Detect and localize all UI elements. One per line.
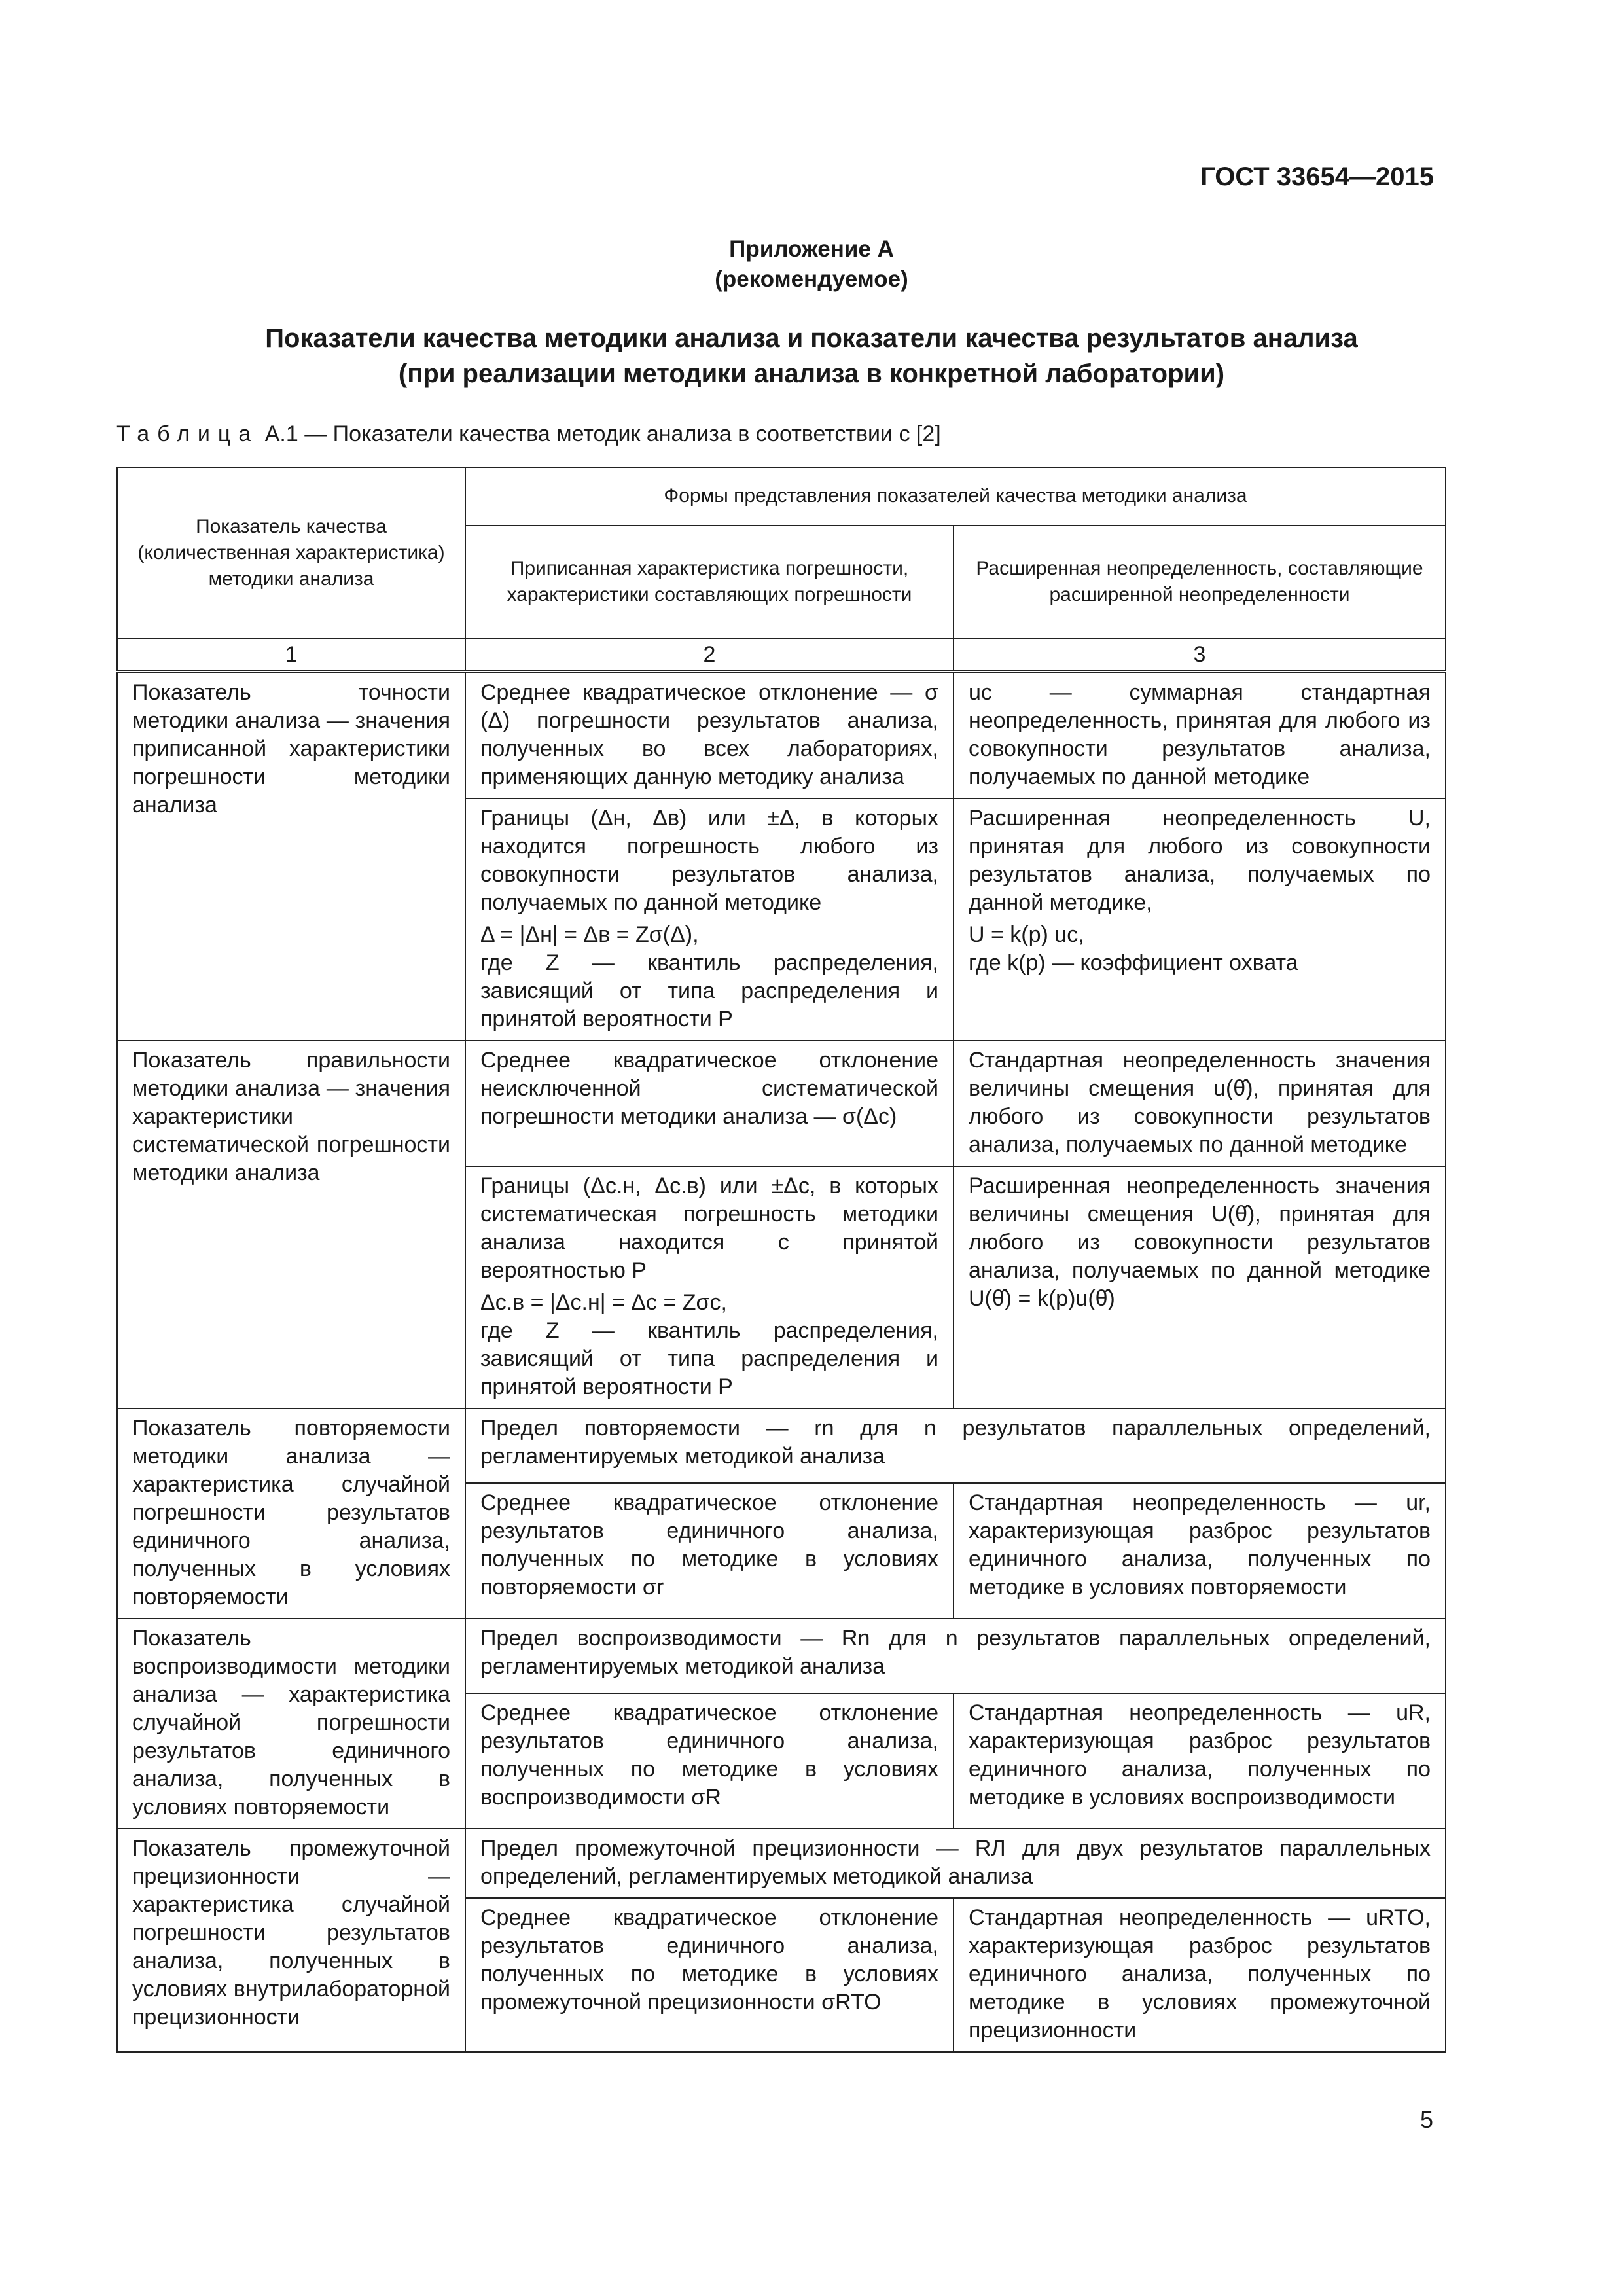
table-cell: Среднее квадратическое отклонение результатов единичного анализа, полученных по методике в условиях промежуточной прецизионности σRTO <box>465 1898 954 2052</box>
table-row <box>117 1408 1446 1483</box>
formula: Δс.в = |Δс.н| = Δс = Zσс, <box>480 1290 727 1315</box>
table-cell: Среднее квадратическое отклонение — σ (Δ) погрешности результатов анализа, полученных во всех лабораториях, применяющих данную методику анализа <box>465 672 954 798</box>
quality-indicators-table <box>116 467 1446 2053</box>
page-title <box>0 321 1623 391</box>
table-row <box>117 1829 1446 1898</box>
table-row <box>117 1041 1446 1166</box>
column-number: 3 <box>954 639 1446 672</box>
title-line-2: (при реализации методики анализа в конкретной лаборатории) <box>398 359 1225 388</box>
column-number-row <box>117 639 1446 672</box>
indicator-cell: Показатель промежуточной прецизионности — характеристика случайной погрешности результатов анализа, полученных в условиях внутрилабораторной прецизионности <box>117 1829 465 2052</box>
indicator-cell: Показатель точности методики анализа — значения приписанной характеристики погрешности методики анализа <box>117 672 465 1041</box>
cell-text: Границы (Δн, Δв) или ±Δ, в которых находится погрешность любого из совокупности результатов анализа, получаемых по данной методике <box>480 806 938 915</box>
table-cell: uc — суммарная стандартная неопределенность, принятая для любого из совокупности результатов анализа, получаемых по данной методике <box>954 672 1446 798</box>
formula: U = k(p) uc, <box>969 922 1084 947</box>
annex-label: Приложение А <box>729 236 894 262</box>
document-code: ГОСТ 33654—2015 <box>1200 162 1434 191</box>
table-cell <box>465 1166 954 1408</box>
table-header-row <box>117 467 1446 526</box>
indicator-cell: Показатель воспроизводимости методики анализа — характеристика случайной погрешности результатов единичного анализа, полученных в условиях повторяемости <box>117 1619 465 1829</box>
table-cell: Стандартная неопределенность — uR, характеризующая разброс результатов единичного анализа, полученных по методике в условиях воспроизводимости <box>954 1693 1446 1829</box>
annex-heading <box>0 234 1623 295</box>
table-cell: Расширенная неопределенность значения величины смещения U(θ̂), принятая для любого из совокупности результатов анализа, получаемых по данной методике U(θ̂) = k(p)u(θ̂) <box>954 1166 1446 1408</box>
table-row <box>117 1619 1446 1693</box>
column-number: 1 <box>117 639 465 672</box>
cell-text: где Z — квантиль распределения, зависящий от типа распределения и принятой вероятности P <box>480 1318 938 1399</box>
caption-prefix: Таблица <box>116 422 259 446</box>
indicator-cell: Показатель правильности методики анализа — значения характеристики систематической погрешности методики анализа <box>117 1041 465 1408</box>
column-number: 2 <box>465 639 954 672</box>
limit-cell: Предел повторяемости — rn для n результатов параллельных определений, регламентируемых методикой анализа <box>465 1408 1446 1483</box>
title-line-1: Показатели качества методики анализа и показатели качества результатов анализа <box>265 324 1358 353</box>
table-cell: Среднее квадратическое отклонение неисключенной систематической погрешности методики анализа — σ(Δc) <box>465 1041 954 1166</box>
page-number: 5 <box>1419 2106 1433 2133</box>
table-caption <box>116 422 941 447</box>
limit-cell: Предел промежуточной прецизионности — RЛ для двух результатов параллельных определений, регламентируемых методикой анализа <box>465 1829 1446 1898</box>
cell-text: где Z — квантиль распределения, зависящий от типа распределения и принятой вероятности P <box>480 950 938 1031</box>
table-cell: Стандартная неопределенность — uRTO, характеризующая разброс результатов единичного анализа, полученных по методике в условиях промежуточной прецизионности <box>954 1898 1446 2052</box>
cell-text: Расширенная неопределенность U, принятая для любого из совокупности результатов анализа, получаемых по данной методике, <box>969 806 1431 915</box>
header-uncertainty: Расширенная неопределенность, составляющие расширенной неопределенности <box>954 526 1446 639</box>
header-error-characteristic: Приписанная характеристика погрешности, характеристики составляющих погрешности <box>465 526 954 639</box>
table-cell <box>954 798 1446 1041</box>
indicator-cell: Показатель повторяемости методики анализа — характеристика случайной погрешности результатов единичного анализа, полученных в условиях повторяемости <box>117 1408 465 1619</box>
cell-text: Границы (Δс.н, Δс.в) или ±Δс, в которых систематическая погрешность методики анализа находится с принятой вероятностью P <box>480 1174 938 1283</box>
formula: Δ = |Δн| = Δв = Zσ(Δ), <box>480 922 699 947</box>
table-cell: Среднее квадратическое отклонение результатов единичного анализа, полученных по методике в условиях повторяемости σr <box>465 1483 954 1619</box>
table-cell: Стандартная неопределенность значения величины смещения u(θ̂), принятая для любого из совокупности результатов анализа, получаемых по данной методике <box>954 1041 1446 1166</box>
header-indicator: Показатель качества (количественная характеристика) методики анализа <box>117 467 465 639</box>
table-cell: Стандартная неопределенность — ur, характеризующая разброс результатов единичного анализа, полученных по методике в условиях повторяемости <box>954 1483 1446 1619</box>
cell-text: где k(p) — коэффициент охвата <box>969 950 1298 975</box>
header-forms: Формы представления показателей качества методики анализа <box>465 467 1446 526</box>
table-row <box>117 672 1446 798</box>
annex-status: (рекомендуемое) <box>715 266 908 292</box>
caption-text: А.1 — Показатели качества методик анализа в соответствии с [2] <box>259 422 941 446</box>
table-cell <box>465 798 954 1041</box>
limit-cell: Предел воспроизводимости — Rn для n результатов параллельных определений, регламентируемых методикой анализа <box>465 1619 1446 1693</box>
table-cell: Среднее квадратическое отклонение результатов единичного анализа, полученных по методике в условиях воспроизводимости σR <box>465 1693 954 1829</box>
